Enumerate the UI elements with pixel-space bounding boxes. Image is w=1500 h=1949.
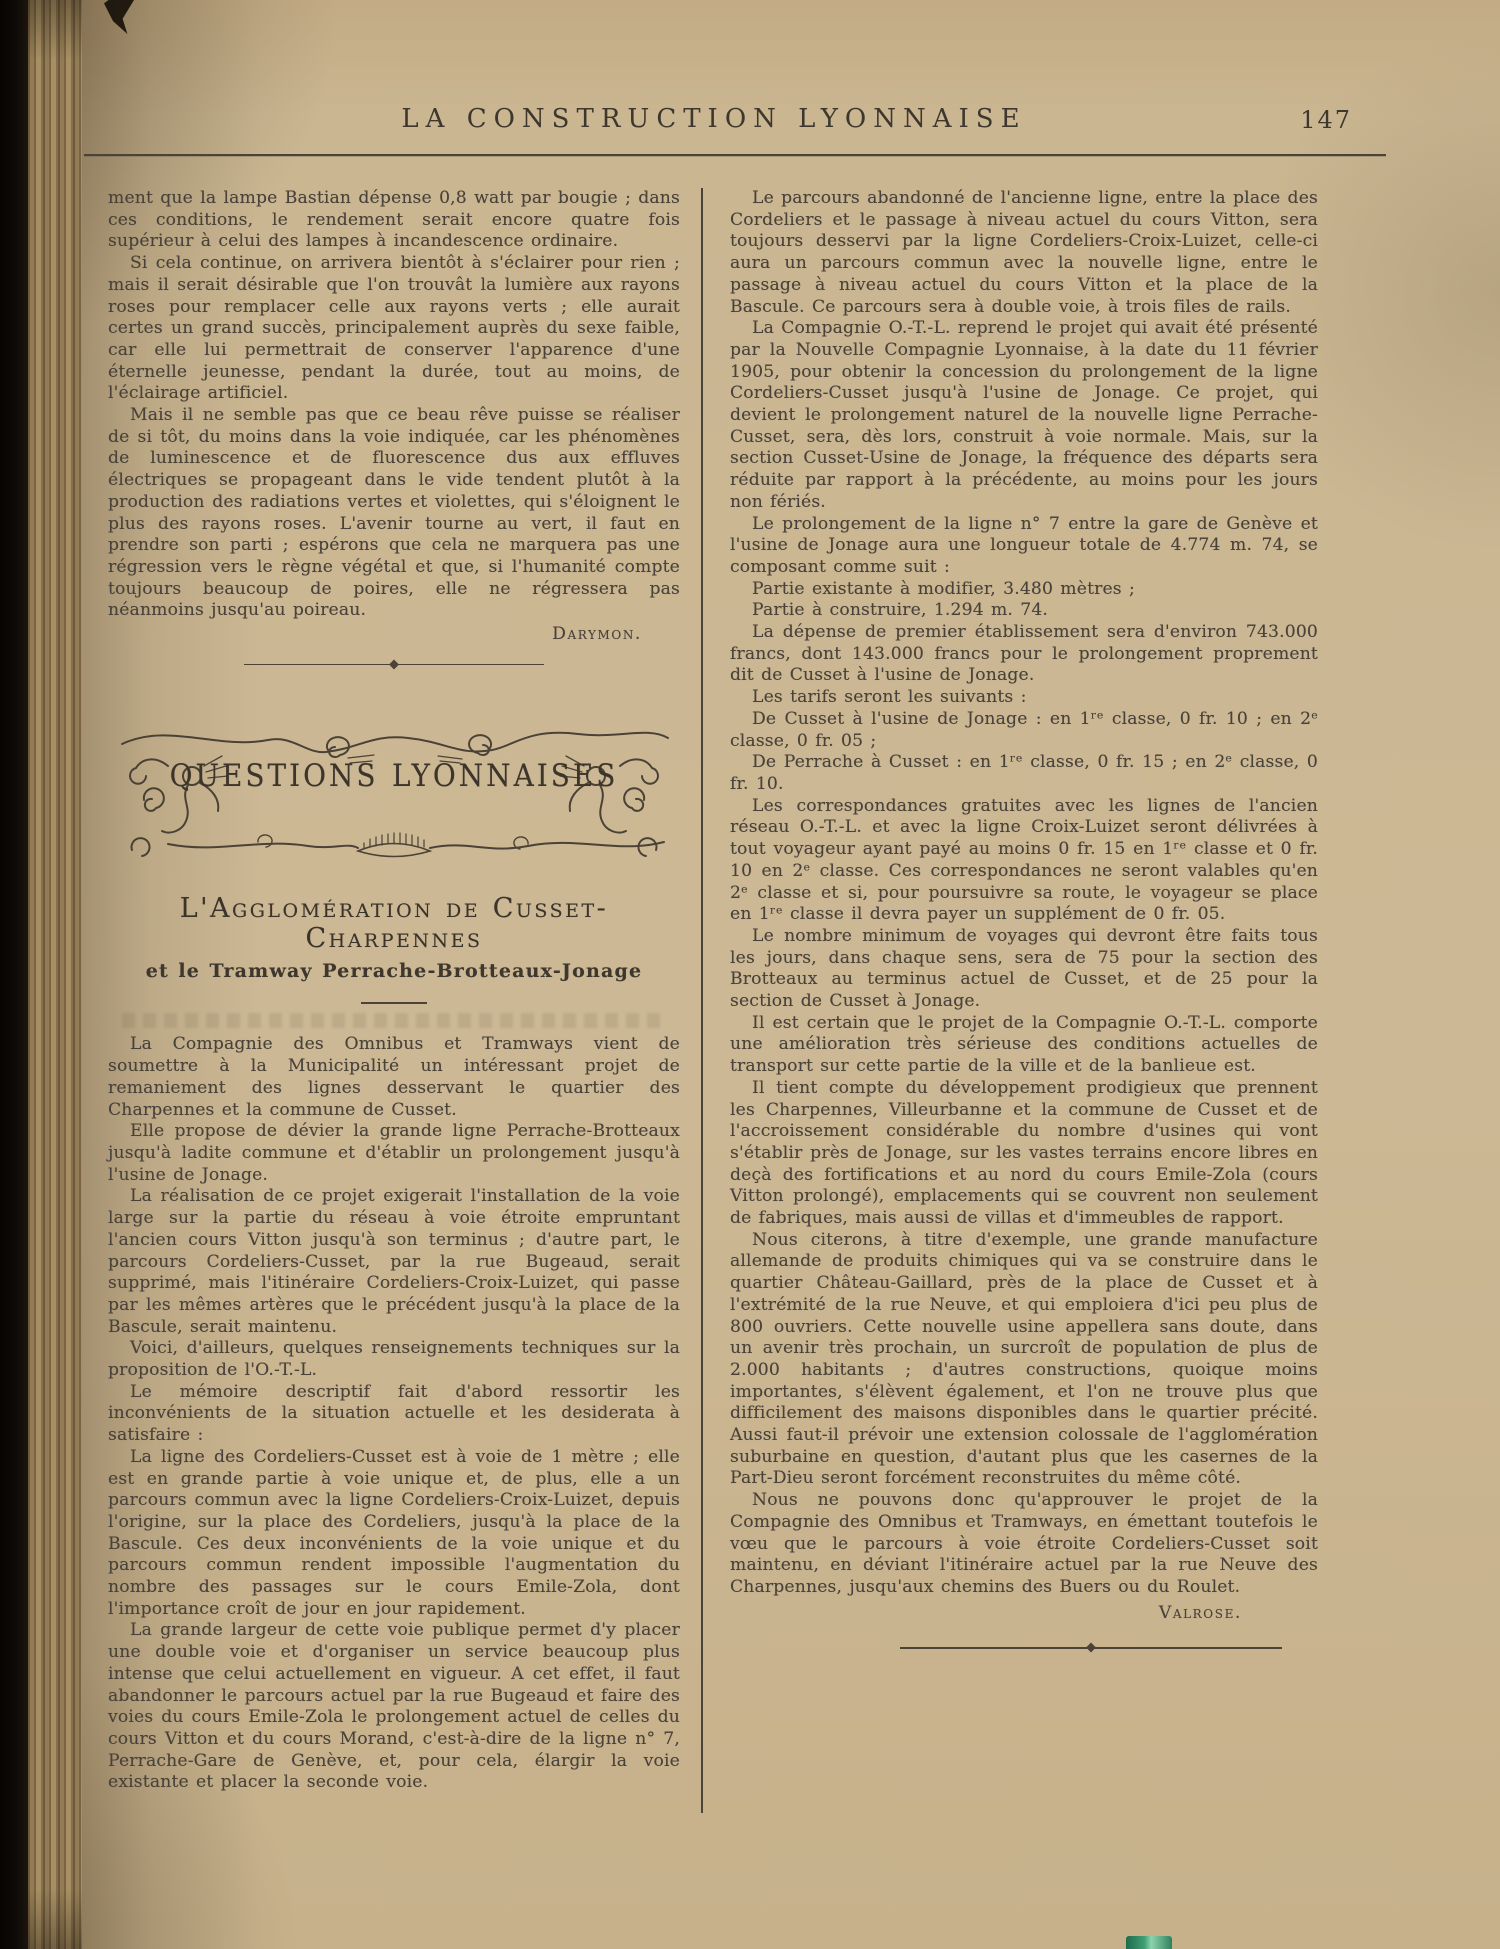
title-rule [361,1002,427,1004]
text-columns [108,188,1320,1813]
article-title: L'Agglomération de Cusset-Charpennes [179,892,609,954]
paragraph: La Compagnie des Omnibus et Tramways vient de soumettre à la Municipalité un intéressant projet de remaniement des lignes desservant le quartier des Charpennes et la commune de Cusset. [108,1034,680,1120]
section-banner [108,704,680,868]
paragraph: Les correspondances gratuites avec les lignes de l'ancien réseau O.-T.-L. et avec la ligne Croix-Luizet seront délivrées à tout voyageur ayant payé au moins 0 fr. 15 en 1ʳᵉ classe et 0 fr. 10 en 2ᵉ classe. Ces correspondances ne seront valables qu'en 2ᵉ classe et si, pour poursuivre sa route, le voyageur se place en 1ʳᵉ classe il devra payer un supplément de 0 fr. 05. [730,795,1318,925]
paragraph: De Cusset à l'usine de Jonage : en 1ʳᵉ classe, 0 fr. 10 ; en 2ᵉ classe, 0 fr. 05 ; [730,708,1318,751]
paragraph: Le nombre minimum de voyages qui devront être faits tous les jours, dans chaque sens, sera de 75 pour la section des Brotteaux au terminus actuel de Cusset, et de 25 pour la section de Cusset à Jonage. [730,925,1318,1012]
corner-ink-mark [104,0,134,34]
paragraph: Les tarifs seront les suivants : [752,687,1027,708]
paragraph: La réalisation de ce projet exigerait l'installation de la voie large sur la partie du réseau à voie étroite empruntant l'ancien cours Vitton jusqu'à son terminus ; d'autre part, le parcours Cordeliers-Cusset, par la rue Bugeaud, serait supprimé, mais l'itinéraire Cordeliers-Croix-Luizet, qui passe par les mêmes artères que le précédent jusqu'à la place de la Bascule, serait maintenu. [108,1186,680,1337]
author-signature: Darymon. [552,624,642,645]
ink-bleed-artifact [122,1013,666,1028]
article-subtitle: et le Tramway Perrache-Brotteaux-Jonage [145,959,643,982]
author-signature: Valrose. [1158,1602,1242,1623]
section-divider [900,1644,1282,1651]
divider-diamond-icon [1086,1643,1096,1653]
section-banner-title: QUESTIONS LYONNAISES [169,757,619,794]
column-rule [701,188,703,1813]
paragraph: La ligne des Cordeliers-Cusset est à voie de 1 mètre ; elle est en grande partie à voie unique et, de plus, elle a un parcours commun avec la ligne Cordeliers-Croix-Luizet, depuis l'origine, sur la place des Cordeliers, jusqu'à la place de la Bascule. Ces deux inconvénients de la voie unique et du parcours commun rendent impossible l'augmentation du nombre des passages sur le cours Emile-Zola, dont l'importance croît de jour en jour rapidement. [108,1446,680,1619]
paragraph: Le prolongement de la ligne n° 7 entre la gare de Genève et l'usine de Jonage aura une longueur totale de 4.774 m. 74, se composant comme suit : [730,513,1318,577]
paragraph: De Perrache à Cusset : en 1ʳᵉ classe, 0 fr. 15 ; en 2ᵉ classe, 0 fr. 10. [730,752,1318,794]
article-body [108,1034,680,1794]
section-divider [244,661,544,668]
paragraph: Il tient compte du développement prodigieux que prennent les Charpennes, Villeurbanne et la commune de Cusset et de l'accroissement considérable du nombre d'usines qui vont s'établir près de Jonage, sur les vastes terrains encore libres en deçà des fortifications et au nord du cours Emile-Zola (cours Vitton prolongé), emplacements qui se couvrent non seulement de fabriques, mais aussi de villas et d'immeubles de rapport. [730,1077,1318,1229]
green-edge-mark [1126,1936,1172,1949]
page-number: 147 [1300,106,1352,134]
paragraph: Partie existante à modifier, 3.480 mètres ; [752,578,1135,599]
paragraph: Nous citerons, à titre d'exemple, une grande manufacture allemande de produits chimiques qui va se construire dans le quartier Château-Gaillard, près de la place de Cusset et à l'extrémité de la rue Neuve, et qui emploiera d'ici peu plus de 800 ouvriers. Cette nouvelle usine appellera sans doute, dans un avenir très prochain, un surcroît de population de plus de 2.000 habitants ; d'autres constructions, quoique moins importantes, s'élèvent également, et l'on ne trouve plus que difficilement des maisons disponibles dans le quartier précité. Aussi faut-il prévoir une extension colossale de l'agglomération suburbaine en question, d'autant plus que les casernes de la Part-Dieu seront forcément reconstruites du même côté. [730,1229,1318,1489]
divider-diamond-icon [389,659,399,669]
header-rule [84,154,1386,156]
right-column [730,188,1318,1651]
paragraph: Voici, d'ailleurs, quelques renseignements techniques sur la proposition de l'O.-T.-L. [108,1338,680,1381]
paragraph: Il est certain que le projet de la Compagnie O.-T.-L. comporte une amélioration très sérieuse des conditions actuelles de transport sur cette partie de la ville et de la banlieue est. [730,1012,1318,1077]
book-binding [0,0,28,1949]
paragraph: ment que la lampe Bastian dépense 0,8 watt par bougie ; dans ces conditions, le rendement serait encore quatre fois supérieur à celui des lampes à incandescence ordinaire. [108,188,680,252]
journal-masthead: LA CONSTRUCTION LYONNAISE [401,104,1027,134]
paragraph: Le parcours abandonné de l'ancienne ligne, entre la place des Cordeliers et le passage à niveau actuel du cours Vitton, sera toujours desservi par la ligne Cordeliers-Croix-Luizet, celle-ci aura un parcours commun avec la nouvelle ligne, entre le passage à niveau actuel du cours Vitton et la place de la Bascule. Ce parcours sera à double voie, à trois files de rails. [730,188,1318,317]
paragraph: Elle propose de dévier la grande ligne Perrache-Brotteaux jusqu'à ladite commune et d'établir un prolongement jusqu'à l'usine de Jonage. [108,1121,680,1185]
page-edge-stack [28,0,82,1949]
paragraph: Si cela continue, on arrivera bientôt à s'éclairer pour rien ; mais il serait désirable que l'on trouvât la lumière aux rayons roses pour remplacer celle aux rayons verts ; elle aurait certes un grand succès, principalement auprès du sexe faible, car elle lui permettrait de conserver l'apparence d'une éternelle jeunesse, pendant la durée, tout au moins, de l'éclairage artificiel. [108,253,680,404]
paragraph: Mais il ne semble pas que ce beau rêve puisse se réaliser de si tôt, du moins dans la voie indiquée, car les phénomènes de luminescence et de fluorescence dus aux effluves électriques se propageant dans le vide tendent plutôt à la production des radiations vertes et violettes, qui s'éloignent le plus des rayons roses. L'avenir tourne au vert, il faut en prendre son parti ; espérons que cela ne marquera pas une régression vers le règne végétal et que, si l'humanité compte toujours beaucoup de poires, elle ne régressera pas néanmoins jusqu'au poireau. [108,405,680,621]
left-column [108,188,680,1794]
paragraph: Nous ne pouvons donc qu'approuver le projet de la Compagnie des Omnibus et Tramways, en émettant toutefois le vœu que le parcours à voie étroite Cordeliers-Cusset soit maintenu, en déviant l'itinéraire actuel par la rue Neuve des Charpennes, jusqu'aux chemins des Buers ou du Roulet. [730,1490,1318,1597]
paragraph: La grande largeur de cette voie publique permet d'y placer une double voie et d'organiser un service beaucoup plus intense que celui actuellement en vigueur. A cet effet, il faut abandonner le parcours actuel par la rue Bugeaud et faire des voies du cours Emile-Zola le prolongement actuel de celles du cours Vitton et du cours Morand, c'est-à-dire de la ligne n° 7, Perrache-Gare de Genève, et, pour cela, élargir la voie existante et placer la seconde voie. [108,1620,680,1793]
paragraph: Le mémoire descriptif fait d'abord ressortir les inconvénients de la situation actuelle et les desiderata à satisfaire : [108,1381,680,1446]
paragraph: Partie à construire, 1.294 m. 74. [752,600,1049,621]
paragraph: La Compagnie O.-T.-L. reprend le projet qui avait été présenté par la Nouvelle Compagnie Lyonnaise, à la date du 11 février 1905, pour obtenir la concession du prolongement de la ligne Cordeliers-Cusset jusqu'à l'usine de Jonage. Ce projet, qui devient le prolongement naturel de la nouvelle ligne Perrache-Cusset, sera, dès lors, construit à voie normale. Mais, sur la section Cusset-Usine de Jonage, la fréquence des départs sera réduite par rapport à la précédente, au moins pour les jours non fériés. [730,318,1318,512]
paragraph: La dépense de premier établissement sera d'environ 743.000 francs, dont 143.000 francs pour le prolongement proprement dit de Cusset à l'usine de Jonage. [730,622,1318,686]
